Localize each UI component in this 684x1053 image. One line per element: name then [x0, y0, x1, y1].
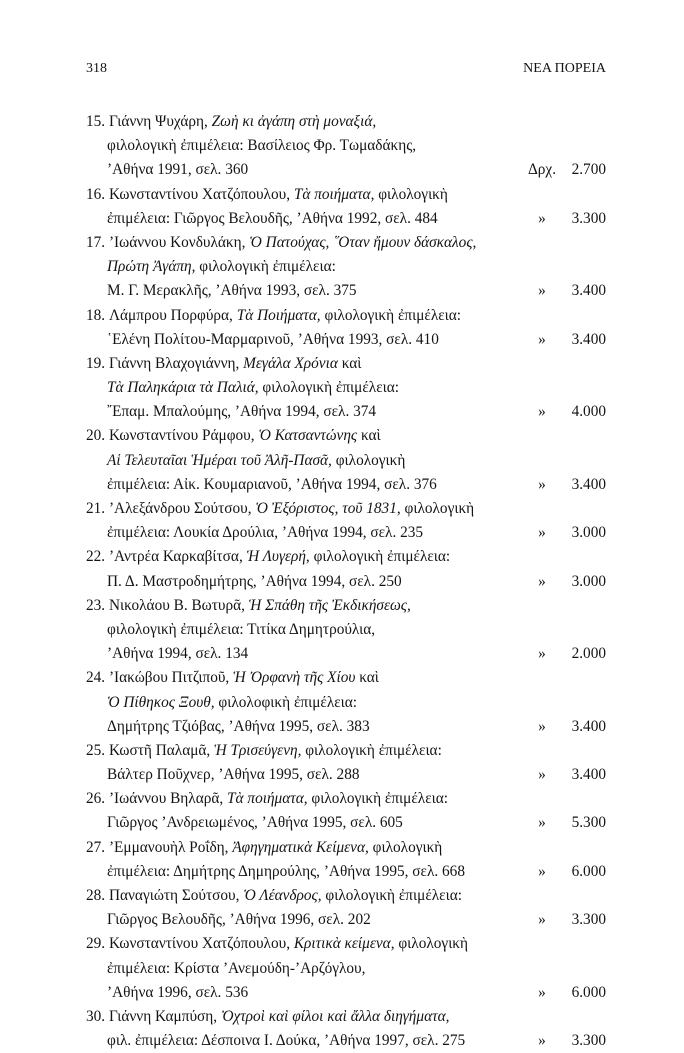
entry-text: ’Αντρέα Καρκαβίτσα,	[108, 548, 247, 566]
entry-text: Λάμπρου Πορφύρα,	[108, 306, 237, 324]
entry-price	[522, 207, 606, 231]
currency-mark: »	[538, 862, 546, 880]
bibliography-entry	[86, 424, 606, 497]
entry-text: ’Αθήνα 1994, σελ. 134	[107, 645, 249, 663]
bibliography-entry	[86, 594, 606, 667]
price-amount: 2.000	[571, 645, 606, 663]
entry-title-text: Τὰ ποιήματα,	[293, 185, 375, 203]
entry-number: 30.	[86, 1007, 109, 1025]
price-amount: 3.000	[571, 524, 606, 542]
entry-text: ἐπιμέλεια: Δημήτρης Δημηρούλης, ’Αθήνα 1995, σελ. 668	[107, 862, 465, 880]
entry-title-text: Ὁ Ἐξόριστος, τοῦ 1831,	[255, 500, 401, 517]
entry-text: φιλολογικὴ ἐπιμέλεια:	[258, 379, 400, 397]
entry-price	[522, 642, 606, 666]
page-number: 318	[86, 61, 107, 76]
entry-text: φιλολογικὴ ἐπιμέλεια:	[195, 258, 336, 276]
entry-text: ’Ιακώβου Πιτζιποῦ,	[108, 669, 234, 687]
price-amount: 2.700	[571, 161, 606, 179]
entry-title-text: Ἡ Λυγερή,	[246, 548, 310, 566]
entry-price	[522, 1029, 606, 1053]
entry-text: ἐπιμέλεια: Κρίστα ’Ανεμούδη-’Αρζόγλου,	[107, 959, 366, 977]
entry-text: Βάλτερ Ποῦχνερ, ’Αθήνα 1995, σελ. 288	[107, 766, 360, 784]
entry-text: καὶ	[337, 354, 362, 372]
entry-text: φιλολογικὴ	[400, 500, 475, 517]
entry-line	[86, 932, 606, 956]
entry-text: ’Αθήνα 1996, σελ. 536	[107, 983, 249, 1001]
entry-number: 17.	[86, 233, 109, 251]
currency-mark: »	[538, 766, 546, 784]
entry-title-text: Πρώτη Ἀγάπη,	[107, 258, 196, 276]
entry-text: φιλολοφικὴ ἐπιμέλεια:	[214, 693, 358, 711]
entry-title-text: Ἡ Ὀρφανὴ τῆς Χίου	[233, 669, 356, 687]
entry-price	[522, 521, 606, 545]
entry-line	[86, 376, 606, 400]
currency-mark: »	[538, 717, 546, 735]
entry-text: φιλολογικὴ ἐπιμέλεια:	[307, 790, 449, 808]
entry-price	[522, 860, 606, 884]
entry-text: Γιῶργος Βελουδῆς, ’Αθήνα 1996, σελ. 202	[107, 911, 371, 929]
currency-mark: »	[538, 524, 546, 542]
entry-title-text: Ὁ Λέανδρος,	[243, 887, 322, 904]
entry-line	[86, 183, 606, 207]
price-amount: 4.000	[571, 403, 606, 421]
entry-title-text: Ἡ Τρισεύγενη,	[214, 741, 302, 759]
entry-text: Γιάννη Καμπύση,	[108, 1007, 221, 1025]
entry-line	[86, 497, 606, 521]
entry-text: φιλ. ἐπιμέλεια: Δέσποινα Ι. Δούκα, ’Αθήνα 1997, σελ. 275	[107, 1032, 466, 1050]
entry-number: 22.	[86, 548, 109, 566]
currency-mark: Δρχ.	[527, 161, 557, 179]
entry-line	[86, 691, 606, 715]
price-amount: 3.400	[571, 717, 606, 735]
entry-line	[86, 134, 606, 158]
journal-title: ΝΕΑ ΠΟΡΕΙΑ	[523, 61, 606, 76]
entry-number: 23.	[86, 596, 109, 614]
price-amount: 6.000	[571, 862, 606, 880]
entry-number: 24.	[86, 669, 109, 687]
bibliography-entry	[86, 1005, 606, 1053]
price-amount: 5.300	[571, 814, 606, 832]
currency-mark: »	[538, 911, 546, 929]
entry-text: ’Αλεξάνδρου Σούτσου,	[108, 500, 256, 517]
entry-text: ’Ιωάννου Κονδυλάκη,	[108, 233, 250, 251]
entry-text: Γιῶργος ’Ανδρειωμένος, ’Αθήνα 1995, σελ. 605	[107, 814, 403, 832]
entry-price	[522, 570, 606, 594]
entry-text: καὶ	[355, 669, 379, 687]
entry-title-text: Ἡ Σπάθη τῆς Ἐκδικήσεως,	[248, 596, 411, 614]
entry-text: ’Εμμανουὴλ Ροΐδη,	[108, 838, 233, 856]
entry-price	[522, 158, 606, 182]
bibliography-entry	[86, 497, 606, 545]
currency-mark: »	[538, 645, 546, 663]
entry-price	[522, 279, 606, 303]
entry-title-text: Ὁ Πίθηκος Ξουθ,	[107, 693, 215, 711]
entry-title-text: Κριτικὰ κείμενα,	[293, 935, 395, 953]
currency-mark: »	[538, 983, 546, 1001]
entry-line	[86, 449, 606, 473]
entry-number: 26.	[86, 790, 109, 808]
entry-line	[86, 666, 606, 690]
bibliography-entry	[86, 739, 606, 787]
entry-price	[522, 715, 606, 739]
entry-text: Κωνσταντίνου Ράμφου,	[108, 427, 259, 445]
entry-number: 15.	[86, 113, 109, 130]
entry-line	[86, 594, 606, 618]
entry-text: Παναγιώτη Σούτσου,	[108, 887, 244, 904]
entry-line	[86, 304, 606, 328]
entry-text: ’Αθήνα 1991, σελ. 360	[107, 161, 249, 179]
entry-line	[86, 352, 606, 376]
bibliography-entry	[86, 110, 606, 183]
bibliography-list	[86, 110, 606, 1053]
entry-line	[86, 545, 606, 569]
entry-price	[522, 908, 606, 932]
entry-text: ἐπιμέλεια: Αἰκ. Κουμαριανοῦ, ’Αθήνα 1994, σελ. 376	[107, 475, 437, 493]
entry-title-text: Τὰ Ποιήματα,	[236, 306, 321, 324]
entry-text: ἐπιμέλεια: Γιῶργος Βελουδῆς, ’Αθήνα 1992, σελ. 484	[107, 209, 438, 227]
currency-mark: »	[538, 330, 546, 348]
entry-text: φιλολογικὴ	[331, 451, 406, 469]
bibliography-entry	[86, 304, 606, 352]
entry-text: Κωνσταντίνου Χατζόπουλου,	[108, 185, 294, 203]
entry-price	[522, 763, 606, 787]
entry-price	[522, 811, 606, 835]
entry-text: φιλολογικὴ ἐπιμέλεια: Τιτίκα Δημητρούλια,	[107, 620, 376, 638]
entry-text: Κωνσταντίνου Χατζόπουλου,	[108, 935, 294, 953]
price-amount: 3.300	[571, 1032, 606, 1050]
entry-text: ῎Επαμ. Μπαλούμης, ’Αθήνα 1994, σελ. 374	[107, 403, 377, 421]
entry-text: φιλολογικὴ ἐπιμέλεια: Βασίλειος Φρ. Τωμαδάκης,	[107, 137, 417, 155]
bibliography-entry	[86, 545, 606, 593]
entry-text: Μ. Γ. Μερακλῆς, ’Αθήνα 1993, σελ. 375	[107, 282, 357, 300]
bibliography-entry	[86, 666, 606, 739]
entry-text: ῾Ελένη Πολίτου-Μαρμαρινοῦ, ’Αθήνα 1993, σελ. 410	[107, 330, 439, 348]
entry-line	[86, 957, 606, 981]
price-amount: 3.400	[571, 766, 606, 784]
entry-title-text: Ζωὴ κι ἀγάπη στὴ μοναξιά,	[211, 113, 377, 130]
currency-mark: »	[538, 814, 546, 832]
entry-text: Γιάννη Βλαχογιάννη,	[108, 354, 244, 372]
price-amount: 6.000	[571, 983, 606, 1001]
entry-number: 16.	[86, 185, 109, 203]
price-amount: 3.400	[571, 282, 606, 300]
entry-line	[86, 739, 606, 763]
bibliography-entry	[86, 231, 606, 304]
price-amount: 3.300	[571, 911, 606, 929]
entry-line	[86, 255, 606, 279]
entry-number: 25.	[86, 741, 109, 759]
bibliography-entry	[86, 836, 606, 884]
entry-number: 19.	[86, 354, 109, 372]
bibliography-entry	[86, 352, 606, 425]
entry-number: 21.	[86, 500, 109, 517]
entry-title-text: Αἱ Τελευταῖαι Ἡμέραι τοῦ Ἀλῆ-Πασᾶ,	[107, 451, 332, 469]
entry-number: 29.	[86, 935, 109, 953]
bibliography-entry	[86, 183, 606, 231]
currency-mark: »	[538, 1032, 546, 1050]
currency-mark: »	[538, 209, 546, 227]
page-header	[86, 60, 606, 78]
entry-price	[522, 473, 606, 497]
entry-text: φιλολογικὴ ἐπιμέλεια:	[321, 887, 462, 904]
entry-price	[522, 400, 606, 424]
price-amount: 3.400	[571, 475, 606, 493]
entry-text: Κωστῆ Παλαμᾶ,	[108, 741, 215, 759]
entry-title-text: Ὁ Πατούχας, ῞Οταν ἤμουν δάσκαλος,	[249, 233, 477, 251]
entry-title-text: Μεγάλα Χρόνια	[243, 354, 338, 372]
entry-title-text: Τὰ Παληκάρια τὰ Παλιά,	[107, 379, 259, 397]
bibliography-entry	[86, 884, 606, 932]
entry-line	[86, 836, 606, 860]
entry-number: 28.	[86, 887, 109, 904]
entry-line	[86, 424, 606, 448]
entry-number: 20.	[86, 427, 109, 445]
entry-title-text: Ὁ Κατσαντώνης	[258, 427, 358, 445]
entry-text: φιλολογικὴ	[394, 935, 469, 953]
entry-text: Δημήτρης Τζιόβας, ’Αθήνα 1995, σελ. 383	[107, 717, 370, 735]
entry-text: Π. Δ. Μαστροδημήτρης, ’Αθήνα 1994, σελ. 250	[107, 572, 402, 590]
currency-mark: »	[538, 475, 546, 493]
bibliography-entry	[86, 932, 606, 1005]
price-amount: 3.300	[571, 209, 606, 227]
entry-price	[522, 328, 606, 352]
entry-number: 27.	[86, 838, 109, 856]
entry-line	[86, 618, 606, 642]
entry-text: φιλολογικὴ ἐπιμέλεια:	[309, 548, 451, 566]
entry-text: φιλολογικὴ ἐπιμέλεια:	[320, 306, 462, 324]
entry-number: 18.	[86, 306, 109, 324]
currency-mark: »	[538, 572, 546, 590]
currency-mark: »	[538, 282, 546, 300]
price-amount: 3.000	[571, 572, 606, 590]
entry-line	[86, 231, 606, 255]
entry-text: φιλολογικὴ ἐπιμέλεια:	[301, 741, 442, 759]
entry-text: καὶ	[357, 427, 381, 445]
currency-mark: »	[538, 403, 546, 421]
entry-line	[86, 110, 606, 134]
entry-line	[86, 787, 606, 811]
bibliography-entry	[86, 787, 606, 835]
entry-text: φιλολογικὴ	[374, 185, 448, 203]
entry-price	[522, 981, 606, 1005]
entry-line	[86, 1005, 606, 1029]
entry-text: ἐπιμέλεια: Λουκία Δρούλια, ’Αθήνα 1994, σελ. 235	[107, 524, 424, 542]
entry-text: Γιάννη Ψυχάρη,	[108, 113, 212, 130]
price-amount: 3.400	[571, 330, 606, 348]
entry-title-text: Ὀχτροὶ καὶ φίλοι καὶ ἄλλα διηγήματα,	[220, 1007, 450, 1025]
entry-text: ’Ιωάννου Βηλαρᾶ,	[108, 790, 228, 808]
entry-line	[86, 884, 606, 908]
entry-text: φιλολογικὴ	[368, 838, 443, 856]
entry-text: Νικολάου Β. Βωτυρᾶ,	[108, 596, 249, 614]
entry-title-text: Τὰ ποιήματα,	[227, 790, 308, 808]
entry-title-text: Ἀφηγηματικὰ Κείμενα,	[232, 838, 369, 856]
